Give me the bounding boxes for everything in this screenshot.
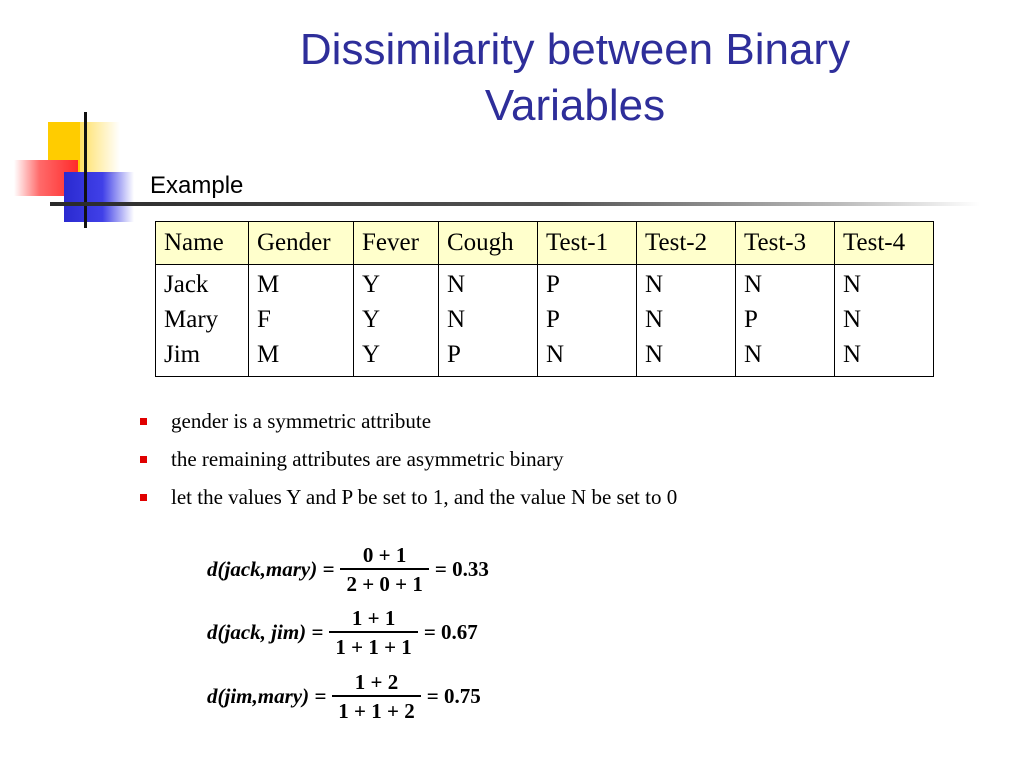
- formula-jack-jim: [207, 605, 478, 661]
- table-cell: N: [843, 341, 862, 368]
- column-gender: [249, 265, 354, 377]
- formula-denominator: 1 + 1 + 2: [338, 698, 415, 723]
- formula-numerator: 1 + 1: [351, 606, 396, 630]
- header-gender: Gender: [249, 222, 354, 265]
- table-cell: Y: [362, 306, 381, 333]
- formula-lhs: d(jim,mary) =: [207, 684, 327, 709]
- table-cell: N: [843, 306, 862, 333]
- column-test-1: [538, 265, 637, 377]
- header-fever: Fever: [354, 222, 439, 265]
- table-cell: P: [744, 306, 758, 333]
- table-cell: Jack: [164, 271, 209, 298]
- formula-lhs: d(jack,mary) =: [207, 557, 335, 582]
- column-fever: [354, 265, 439, 377]
- square-bullet-icon: [140, 456, 147, 463]
- formula-result: = 0.67: [423, 620, 478, 645]
- table-header-row: [156, 222, 934, 265]
- header-test-1: Test-1: [538, 222, 637, 265]
- list-item: [140, 484, 677, 522]
- table-cell: N: [645, 271, 664, 298]
- patient-table: [155, 221, 934, 377]
- formula-result: = 0.33: [434, 557, 489, 582]
- deco-blue-square: [64, 172, 134, 222]
- column-test-4: [835, 265, 934, 377]
- table-cell: N: [645, 341, 664, 368]
- table-cell: F: [257, 306, 271, 333]
- formula-fraction: [329, 605, 417, 661]
- column-name: [156, 265, 249, 377]
- table-cell: Y: [362, 341, 381, 368]
- table-cell: N: [546, 341, 565, 368]
- column-test-2: [637, 265, 736, 377]
- section-subtitle: Example: [150, 172, 244, 199]
- formula-result: = 0.75: [426, 684, 481, 709]
- table-cell: N: [843, 271, 862, 298]
- header-divider: [50, 202, 980, 206]
- table-cell: P: [546, 271, 560, 298]
- formula-fraction: [332, 669, 420, 725]
- table-cell: P: [447, 341, 461, 368]
- table-cell: M: [257, 341, 280, 368]
- table-cell: Jim: [164, 341, 201, 368]
- list-item: [140, 446, 677, 484]
- table-cell: Mary: [164, 306, 219, 333]
- formula-lhs: d(jack, jim) =: [207, 620, 324, 645]
- table-cell: N: [744, 341, 763, 368]
- formula-numerator: 0 + 1: [362, 543, 407, 567]
- deco-vertical-line: [84, 112, 87, 228]
- list-item: [140, 408, 677, 446]
- bullet-text: the remaining attributes are asymmetric binary: [171, 447, 564, 471]
- table-cell: P: [546, 306, 560, 333]
- formula-denominator: 2 + 0 + 1: [346, 571, 423, 596]
- column-test-3: [736, 265, 835, 377]
- bullet-text: gender is a symmetric attribute: [171, 409, 432, 433]
- table-cell: N: [447, 306, 466, 333]
- table-cell: Y: [362, 271, 381, 298]
- square-bullet-icon: [140, 418, 147, 425]
- bullet-list: [140, 408, 677, 522]
- formula-denominator: 1 + 1 + 1: [335, 634, 412, 659]
- formula-jack-mary: [207, 542, 489, 598]
- formula-numerator: 1 + 2: [354, 670, 399, 694]
- table-cell: N: [645, 306, 664, 333]
- header-cough: Cough: [439, 222, 538, 265]
- header-name: Name: [156, 222, 249, 265]
- page-title: Dissimilarity between Binary Variables: [299, 25, 851, 130]
- bullet-text: let the values Y and P be set to 1, and the value N be set to 0: [171, 485, 678, 509]
- formula-jim-mary: [207, 669, 481, 725]
- table-cell: N: [447, 271, 466, 298]
- column-cough: [439, 265, 538, 377]
- table-body-row: [156, 265, 934, 377]
- header-test-3: Test-3: [736, 222, 835, 265]
- formula-fraction: [340, 542, 428, 598]
- header-test-4: Test-4: [835, 222, 934, 265]
- square-bullet-icon: [140, 494, 147, 501]
- table-cell: M: [257, 271, 280, 298]
- table-cell: N: [744, 271, 763, 298]
- header-test-2: Test-2: [637, 222, 736, 265]
